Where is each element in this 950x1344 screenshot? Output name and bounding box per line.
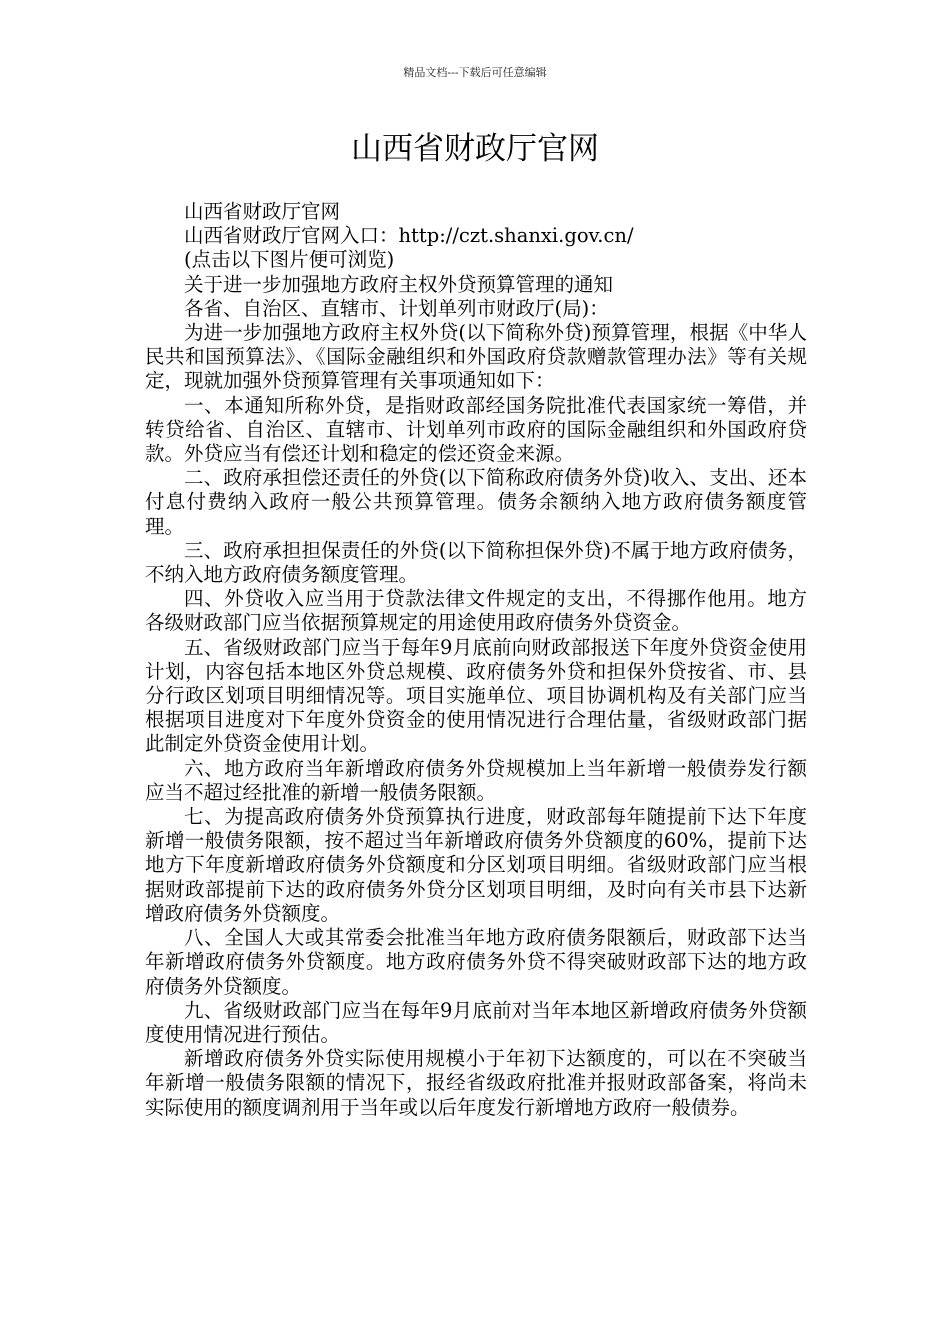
paragraph: 关于进一步加强地方政府主权外贷预算管理的通知 [184, 272, 614, 296]
paragraph: 三、政府承担担保责任的外贷(以下简称担保外贷)不属于地方政府债务，不纳入地方政府债务额度管理。 [145, 538, 807, 587]
paragraph: 八、全国人大或其常委会批准当年地方政府债务限额后，财政部下达当年新增政府债务外贷额度。地方政府债务外贷不得突破财政部下达的地方政府债务外贷额度。 [145, 926, 807, 998]
paragraph: 新增政府债务外贷实际使用规模小于年初下达额度的，可以在不突破当年新增一般债务限额的情况下，报经省级政府批准并报财政部备案，将尚未实际使用的额度调剂用于当年或以后年度发行新增地方政府一般债券。 [145, 1047, 807, 1119]
header-note: 精品文档---下载后可任意编辑 [403, 66, 547, 79]
paragraph: 各省、自治区、直辖市、计划单列市财政厅(局)： [184, 296, 609, 320]
paragraph: 二、政府承担偿还责任的外贷(以下简称政府债务外贷)收入、支出、还本付息付费纳入政府一般公共预算管理。债务余额纳入地方政府债务额度管理。 [145, 466, 807, 538]
paragraph: 九、省级财政部门应当在每年9月底前对当年本地区新增政府债务外贷额度使用情况进行预估。 [145, 998, 807, 1046]
paragraph: 山西省财政厅官网 [184, 200, 341, 223]
paragraph: 七、为提高政府债务外贷预算执行进度，财政部每年随提前下达下年度新增一般债务限额，按不超过当年新增政府债务外贷额度的60%，提前下达地方下年度新增政府债务外贷额度和分区划项目明细。省级财政部门应当根据财政部提前下达的政府债务外贷分区划项目明细，及时向有关市县下达新增政府债务外贷额度。 [145, 805, 807, 925]
document-title: 山西省财政厅官网 [351, 131, 599, 167]
paragraph: (点击以下图片便可浏览) [184, 248, 395, 272]
paragraph: 四、外贷收入应当用于贷款法律文件规定的支出，不得挪作他用。地方各级财政部门应当依据预算规定的用途使用政府债务外贷资金。 [145, 587, 807, 635]
paragraph: 山西省财政厅官网入口：http://czt.shanxi.gov.cn/ [184, 224, 634, 248]
paragraph: 为进一步加强地方政府主权外贷(以下简称外贷)预算管理，根据《中华人民共和国预算法》、《国际金融组织和外国政府贷款赠款管理办法》等有关规定，现就加强外贷预算管理有关事项通知如下： [145, 321, 807, 393]
paragraph: 一、本通知所称外贷，是指财政部经国务院批准代表国家统一筹借，并转贷给省、自治区、直辖市、计划单列市政府的国际金融组织和外国政府贷款。外贷应当有偿还计划和稳定的偿还资金来源。 [145, 393, 807, 466]
document-body [145, 200, 807, 1120]
paragraph: 六、地方政府当年新增政府债务外贷规模加上当年新增一般债券发行额应当不超过经批准的新增一般债务限额。 [145, 756, 807, 804]
paragraph: 五、省级财政部门应当于每年9月底前向财政部报送下年度外贷资金使用计划，内容包括本地区外贷总规模、政府债务外贷和担保外贷按省、市、县分行政区划项目明细情况等。项目实施单位、项目协调机构及有关部门应当根据项目进度对下年度外贷资金的使用情况进行合理估量，省级财政部门据此制定外贷资金使用计划。 [145, 635, 807, 756]
